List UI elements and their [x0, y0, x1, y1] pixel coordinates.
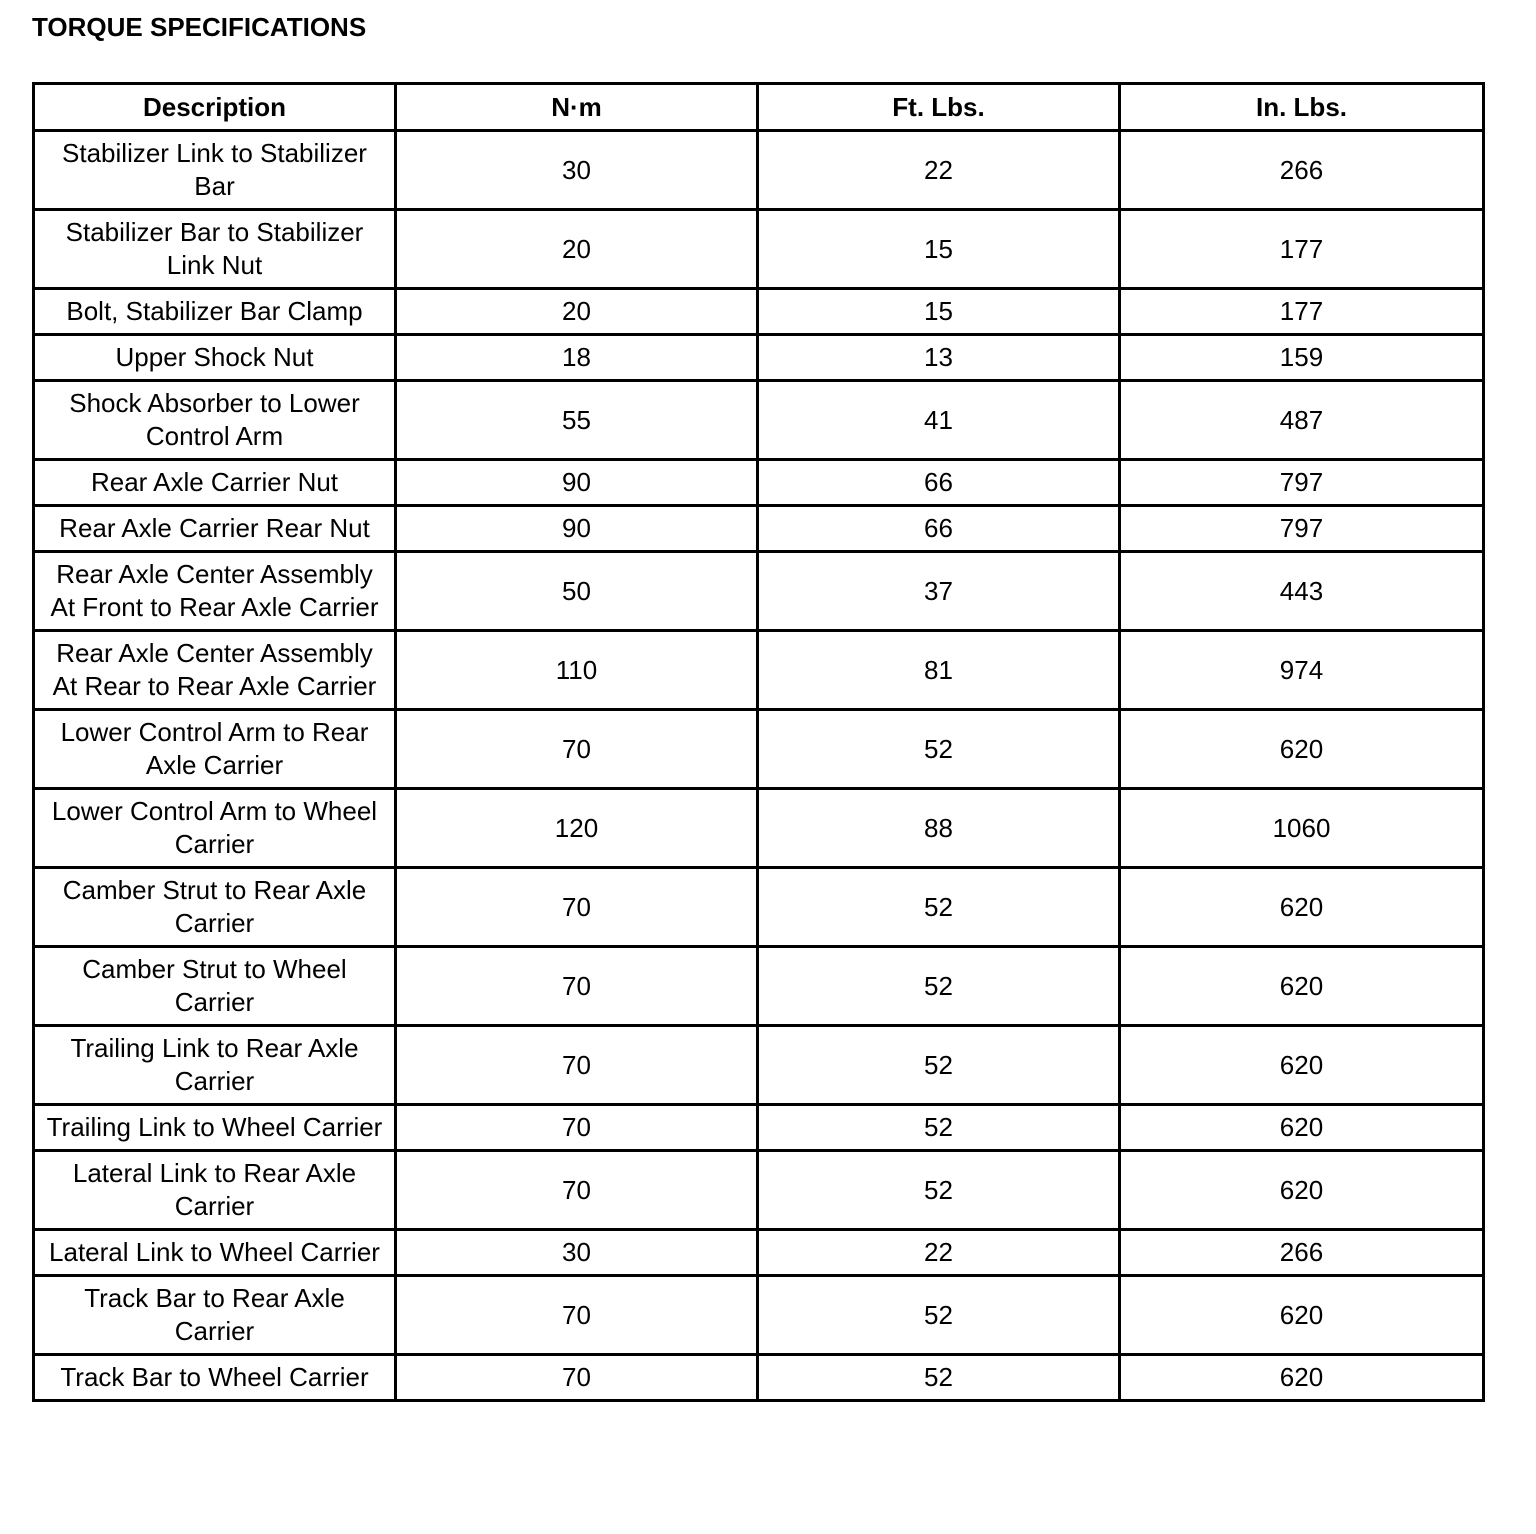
table-row: [34, 868, 1484, 947]
cell-ft-lbs: 52: [758, 947, 1120, 1026]
cell-nm: 55: [396, 381, 758, 460]
table-row: [34, 1276, 1484, 1355]
cell-nm: 120: [396, 789, 758, 868]
cell-ft-lbs: 81: [758, 631, 1120, 710]
cell-ft-lbs: 13: [758, 335, 1120, 381]
cell-in-lbs: 797: [1120, 506, 1484, 552]
cell-ft-lbs: 15: [758, 289, 1120, 335]
torque-spec-table: [32, 82, 1485, 1402]
cell-nm: 90: [396, 506, 758, 552]
cell-in-lbs: 620: [1120, 868, 1484, 947]
table-row: [34, 210, 1484, 289]
table-row: [34, 710, 1484, 789]
cell-nm: 90: [396, 460, 758, 506]
cell-description: Track Bar to Rear Axle Carrier: [34, 1276, 396, 1355]
cell-description: Lower Control Arm to Rear Axle Carrier: [34, 710, 396, 789]
cell-in-lbs: 620: [1120, 1276, 1484, 1355]
cell-nm: 70: [396, 1355, 758, 1401]
cell-description: Lateral Link to Wheel Carrier: [34, 1230, 396, 1276]
cell-description: Rear Axle Carrier Rear Nut: [34, 506, 396, 552]
cell-nm: 70: [396, 1151, 758, 1230]
table-row: [34, 506, 1484, 552]
cell-description: Lower Control Arm to Wheel Carrier: [34, 789, 396, 868]
table-row: [34, 631, 1484, 710]
table-row: [34, 1105, 1484, 1151]
cell-ft-lbs: 52: [758, 1026, 1120, 1105]
table-row: [34, 131, 1484, 210]
cell-nm: 70: [396, 1276, 758, 1355]
table-row: [34, 1230, 1484, 1276]
cell-in-lbs: 620: [1120, 710, 1484, 789]
cell-ft-lbs: 15: [758, 210, 1120, 289]
cell-in-lbs: 620: [1120, 1105, 1484, 1151]
cell-in-lbs: 266: [1120, 1230, 1484, 1276]
cell-nm: 70: [396, 710, 758, 789]
table-row: [34, 381, 1484, 460]
cell-ft-lbs: 41: [758, 381, 1120, 460]
cell-nm: 20: [396, 210, 758, 289]
cell-nm: 70: [396, 1105, 758, 1151]
table-body: [34, 131, 1484, 1401]
table-row: [34, 1355, 1484, 1401]
cell-in-lbs: 620: [1120, 947, 1484, 1026]
cell-in-lbs: 620: [1120, 1026, 1484, 1105]
cell-ft-lbs: 52: [758, 1105, 1120, 1151]
cell-in-lbs: 487: [1120, 381, 1484, 460]
cell-in-lbs: 1060: [1120, 789, 1484, 868]
cell-description: Stabilizer Bar to Stabilizer Link Nut: [34, 210, 396, 289]
table-row: [34, 1151, 1484, 1230]
cell-in-lbs: 620: [1120, 1151, 1484, 1230]
header-nm: N·m: [396, 84, 758, 131]
cell-description: Camber Strut to Rear Axle Carrier: [34, 868, 396, 947]
cell-in-lbs: 974: [1120, 631, 1484, 710]
cell-description: Rear Axle Center Assembly At Rear to Rear Axle Carrier: [34, 631, 396, 710]
cell-ft-lbs: 66: [758, 506, 1120, 552]
cell-ft-lbs: 52: [758, 1355, 1120, 1401]
cell-nm: 30: [396, 1230, 758, 1276]
cell-description: Rear Axle Carrier Nut: [34, 460, 396, 506]
table-row: [34, 460, 1484, 506]
cell-ft-lbs: 52: [758, 710, 1120, 789]
cell-description: Trailing Link to Wheel Carrier: [34, 1105, 396, 1151]
cell-description: Trailing Link to Rear Axle Carrier: [34, 1026, 396, 1105]
cell-description: Track Bar to Wheel Carrier: [34, 1355, 396, 1401]
cell-nm: 70: [396, 1026, 758, 1105]
header-description: Description: [34, 84, 396, 131]
cell-in-lbs: 443: [1120, 552, 1484, 631]
cell-description: Stabilizer Link to Stabilizer Bar: [34, 131, 396, 210]
cell-ft-lbs: 52: [758, 1151, 1120, 1230]
cell-description: Shock Absorber to Lower Control Arm: [34, 381, 396, 460]
cell-ft-lbs: 22: [758, 131, 1120, 210]
cell-description: Camber Strut to Wheel Carrier: [34, 947, 396, 1026]
cell-in-lbs: 177: [1120, 289, 1484, 335]
table-row: [34, 552, 1484, 631]
cell-nm: 50: [396, 552, 758, 631]
cell-nm: 30: [396, 131, 758, 210]
cell-description: Bolt, Stabilizer Bar Clamp: [34, 289, 396, 335]
cell-description: Rear Axle Center Assembly At Front to Rear Axle Carrier: [34, 552, 396, 631]
cell-description: Upper Shock Nut: [34, 335, 396, 381]
table-row: [34, 947, 1484, 1026]
cell-nm: 70: [396, 947, 758, 1026]
cell-nm: 70: [396, 868, 758, 947]
cell-in-lbs: 797: [1120, 460, 1484, 506]
cell-ft-lbs: 22: [758, 1230, 1120, 1276]
table-row: [34, 1026, 1484, 1105]
cell-ft-lbs: 37: [758, 552, 1120, 631]
header-in-lbs: In. Lbs.: [1120, 84, 1484, 131]
cell-in-lbs: 159: [1120, 335, 1484, 381]
cell-nm: 18: [396, 335, 758, 381]
table-header-row: [34, 84, 1484, 131]
table-row: [34, 335, 1484, 381]
table-row: [34, 789, 1484, 868]
cell-description: Lateral Link to Rear Axle Carrier: [34, 1151, 396, 1230]
cell-ft-lbs: 66: [758, 460, 1120, 506]
header-ft-lbs: Ft. Lbs.: [758, 84, 1120, 131]
cell-ft-lbs: 88: [758, 789, 1120, 868]
cell-nm: 110: [396, 631, 758, 710]
cell-in-lbs: 266: [1120, 131, 1484, 210]
cell-ft-lbs: 52: [758, 868, 1120, 947]
cell-in-lbs: 620: [1120, 1355, 1484, 1401]
cell-nm: 20: [396, 289, 758, 335]
table-row: [34, 289, 1484, 335]
cell-in-lbs: 177: [1120, 210, 1484, 289]
page-title: TORQUE SPECIFICATIONS: [32, 12, 367, 42]
cell-ft-lbs: 52: [758, 1276, 1120, 1355]
